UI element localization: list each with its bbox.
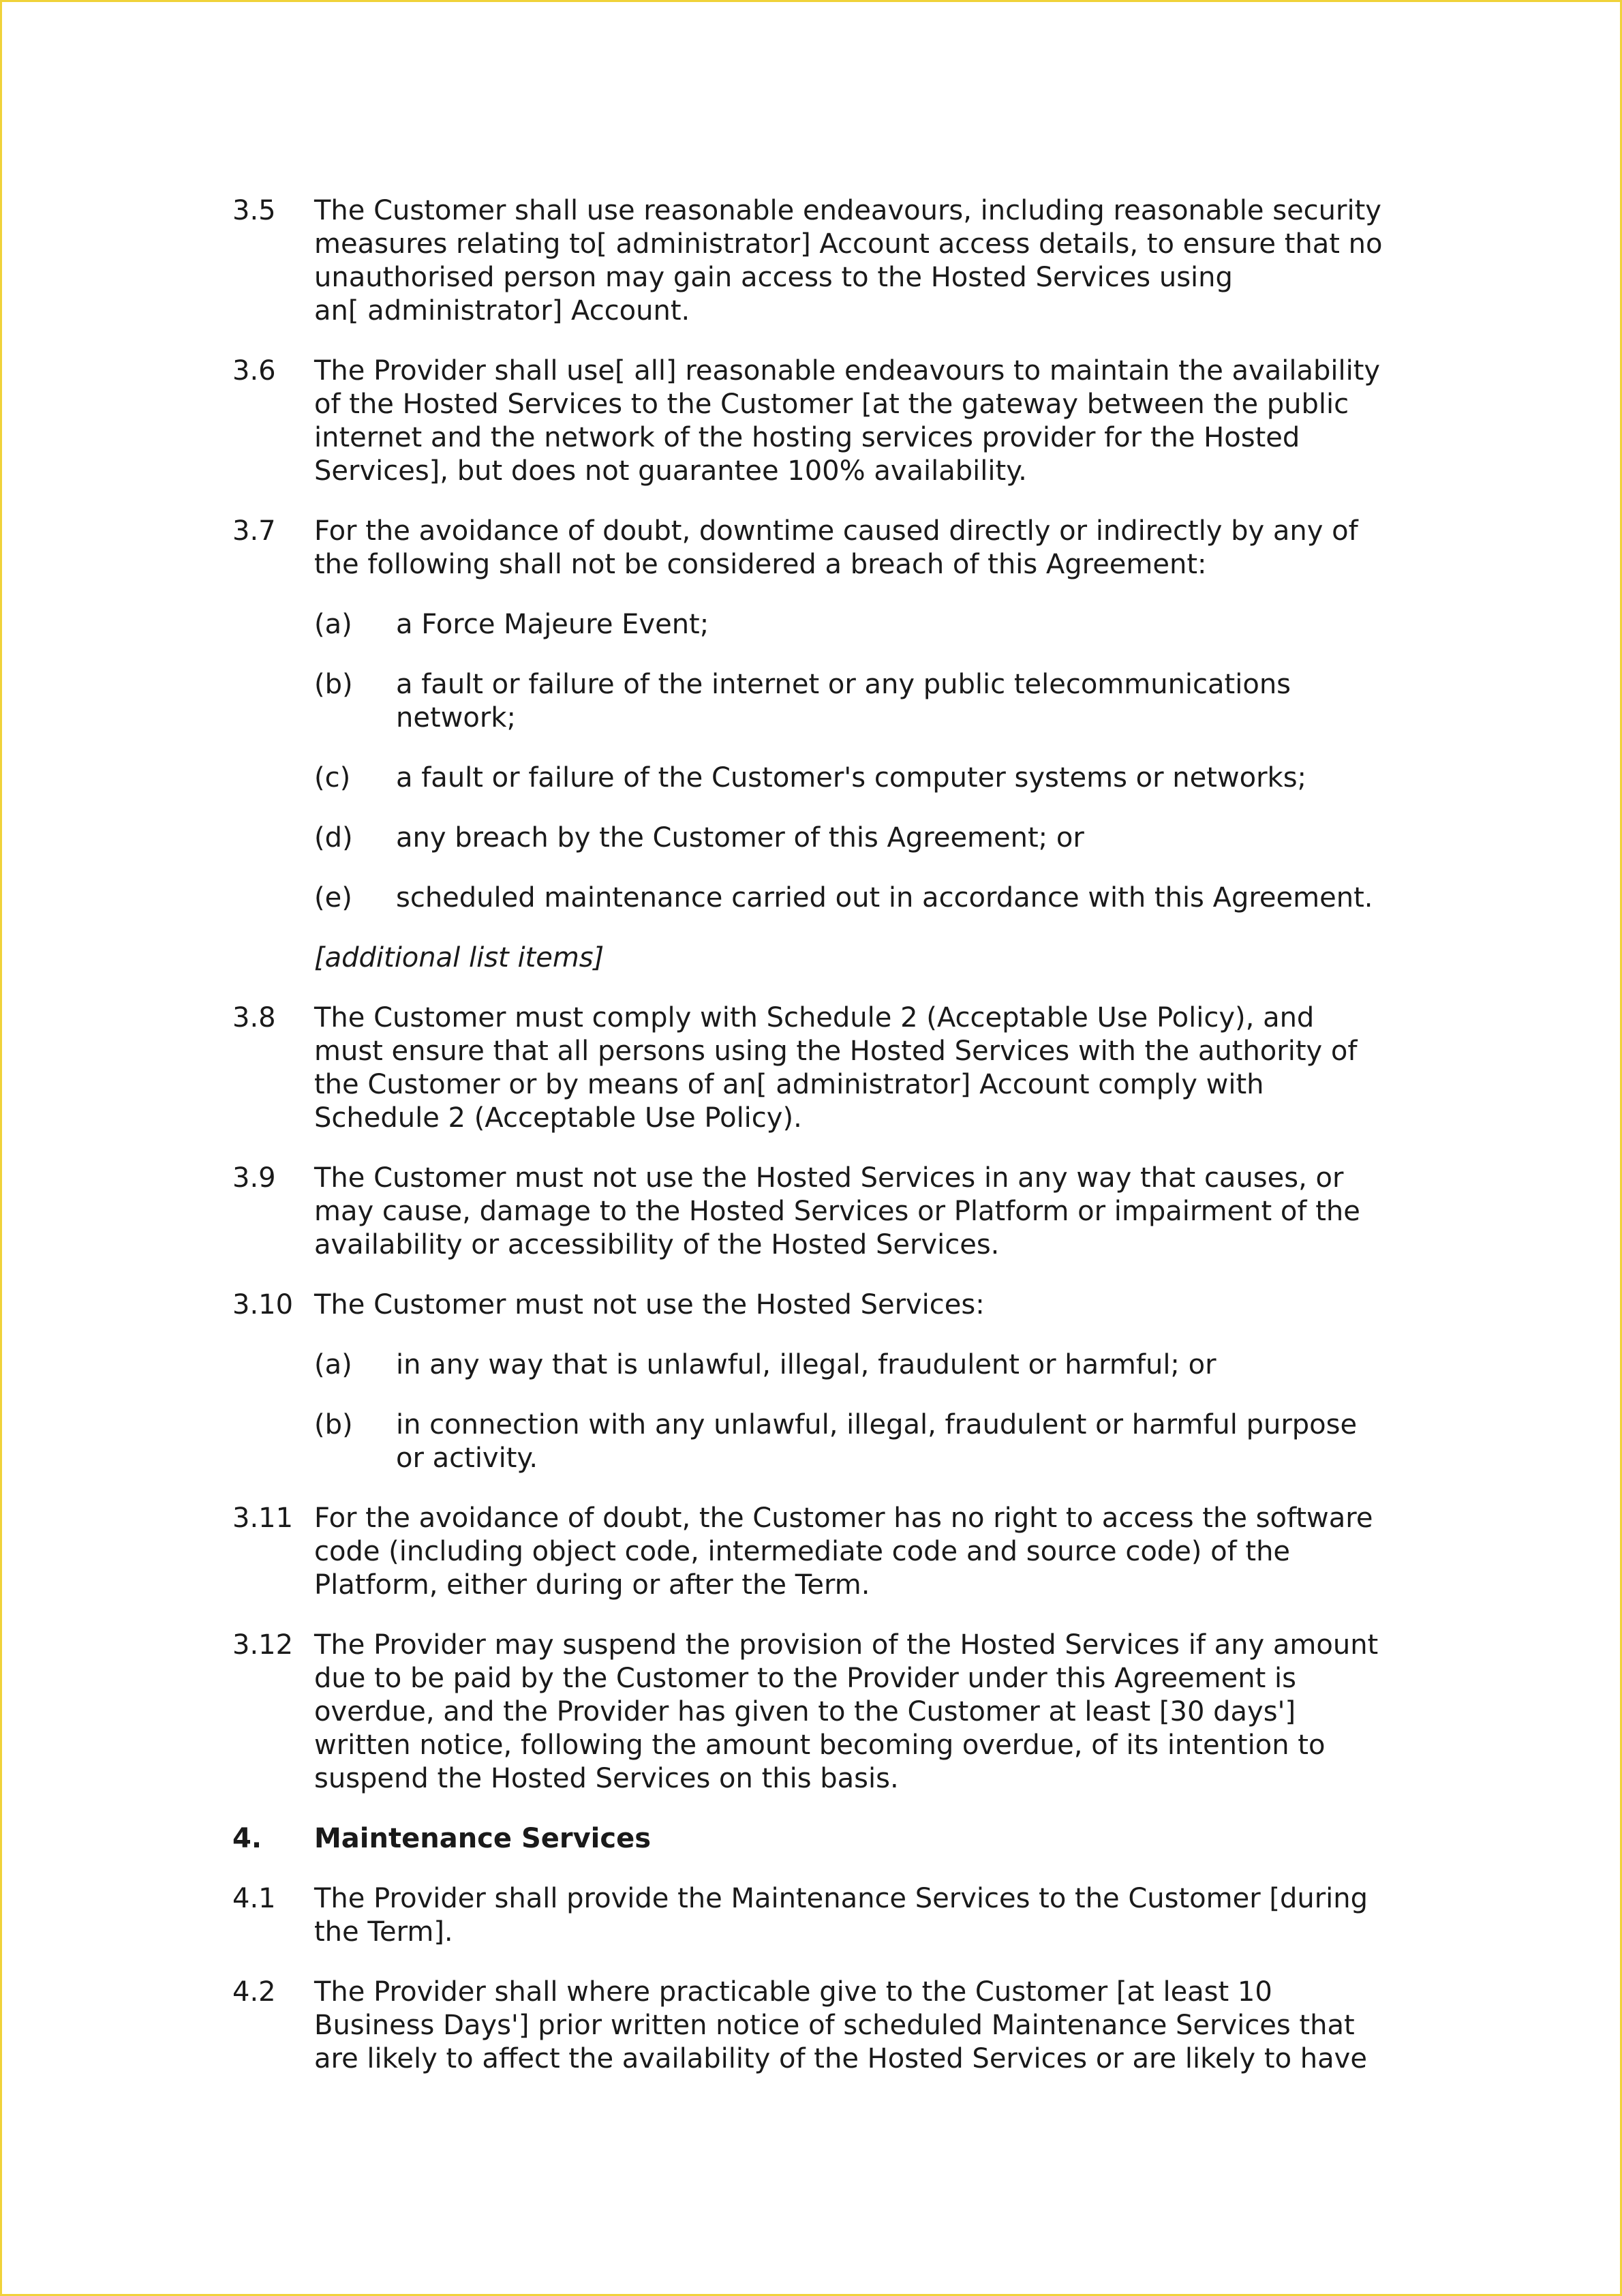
- list-item-marker: (b): [314, 1409, 353, 1440]
- clause-3-5: [232, 194, 1405, 328]
- clause-4-2: [232, 1976, 1405, 2076]
- list-item-3-7-a: [314, 608, 1405, 641]
- clause-3-11: [232, 1502, 1405, 1602]
- list-item-marker: (c): [314, 762, 351, 794]
- clause-number: 3.5: [232, 195, 276, 226]
- section-heading-4: [232, 1822, 1405, 1856]
- clause-text: The Customer must not use the Hosted Services in any way that causes, or may cause, damage to the Hosted Services or Platform or impairment of the availability or accessibility of the Hosted Services.: [314, 1162, 1360, 1260]
- list-item-text: a fault or failure of the Customer's computer systems or networks;: [396, 762, 1307, 794]
- clause-number: 3.6: [232, 355, 276, 387]
- list-item-marker: (e): [314, 882, 352, 913]
- clause-number: 3.10: [232, 1289, 294, 1320]
- list-item-marker: (a): [314, 1349, 352, 1380]
- clause-text: For the avoidance of doubt, the Customer has no right to access the software code (including object code, intermediate code and source code) of the Platform, either during or after the Term.: [314, 1502, 1373, 1601]
- clause-3-10: [232, 1288, 1405, 1322]
- clause-3-6: [232, 354, 1405, 488]
- list-item-marker: (d): [314, 822, 353, 854]
- list-item-text: scheduled maintenance carried out in accordance with this Agreement.: [396, 882, 1373, 913]
- clause-number: 3.11: [232, 1502, 294, 1534]
- clause-number: 3.12: [232, 1629, 294, 1661]
- list-item-3-7-e: [314, 881, 1405, 915]
- list-item-3-7-b: [314, 668, 1405, 735]
- additional-list-items-note: [additional list items]: [314, 942, 605, 973]
- list-item-3-10-b: [314, 1408, 1405, 1475]
- clause-number: 3.7: [232, 515, 276, 547]
- clause-text: The Customer must comply with Schedule 2 (Acceptable Use Policy), and must ensure that all persons using the Hosted Services with the authority of the Customer or by means of an[ administrator] Account comply with Schedule 2 (Acceptable Use Policy).: [314, 1002, 1358, 1134]
- clause-text: For the avoidance of doubt, downtime caused directly or indirectly by any of the following shall not be considered a breach of this Agreement:: [314, 515, 1358, 580]
- clause-3-12: [232, 1629, 1405, 1796]
- clause-4-1: [232, 1882, 1405, 1949]
- list-item-marker: (b): [314, 669, 353, 700]
- list-item-text: in connection with any unlawful, illegal, fraudulent or harmful purpose or activity.: [396, 1409, 1358, 1474]
- clause-text: The Customer must not use the Hosted Services:: [314, 1289, 985, 1320]
- list-item-text: a Force Majeure Event;: [396, 609, 709, 640]
- list-item-text: in any way that is unlawful, illegal, fraudulent or harmful; or: [396, 1349, 1216, 1380]
- clause-3-8: [232, 1001, 1405, 1135]
- clause-number: 4.1: [232, 1883, 276, 1914]
- clause-number: 3.8: [232, 1002, 276, 1033]
- section-title: Maintenance Services: [314, 1823, 652, 1854]
- clause-text: The Provider shall provide the Maintenance Services to the Customer [during the Term].: [314, 1883, 1368, 1948]
- list-item-3-7-d: [314, 821, 1405, 855]
- list-item-3-10-a: [314, 1348, 1405, 1382]
- clause-number: 3.9: [232, 1162, 276, 1194]
- list-item-3-7-c: [314, 761, 1405, 795]
- clause-3-9: [232, 1162, 1405, 1262]
- clause-text: The Provider shall where practicable give to the Customer [at least 10 Business Days'] prior written notice of scheduled Maintenance Services that are likely to affect the availability of the Hosted Services or are likely to have: [314, 1976, 1367, 2074]
- section-number: 4.: [232, 1823, 262, 1854]
- clause-text: The Customer shall use reasonable endeavours, including reasonable security measures relating to[ administrator] Account access details, to ensure that no unauthorised person may gain access to the Hosted Services using an[ administrator] Account.: [314, 195, 1383, 327]
- list-item-text: any breach by the Customer of this Agreement; or: [396, 822, 1084, 854]
- clause-number: 4.2: [232, 1976, 276, 2008]
- clause-text: The Provider shall use[ all] reasonable endeavours to maintain the availability of the Hosted Services to the Customer [at the gateway between the public internet and the network of the hosting services provider for the Hosted Services], but does not guarantee 100% availability.: [314, 355, 1381, 487]
- document-body: [232, 194, 1405, 2102]
- clause-text: The Provider may suspend the provision of the Hosted Services if any amount due to be paid by the Customer to the Provider under this Agreement is overdue, and the Provider has given to the Customer at least [30 days'] written notice, following the amount becoming overdue, of its intention to suspend the Hosted Services on this basis.: [314, 1629, 1379, 1794]
- clause-3-7: [232, 515, 1405, 581]
- list-item-text: a fault or failure of the internet or any public telecommunications network;: [396, 669, 1291, 734]
- list-item-marker: (a): [314, 609, 352, 640]
